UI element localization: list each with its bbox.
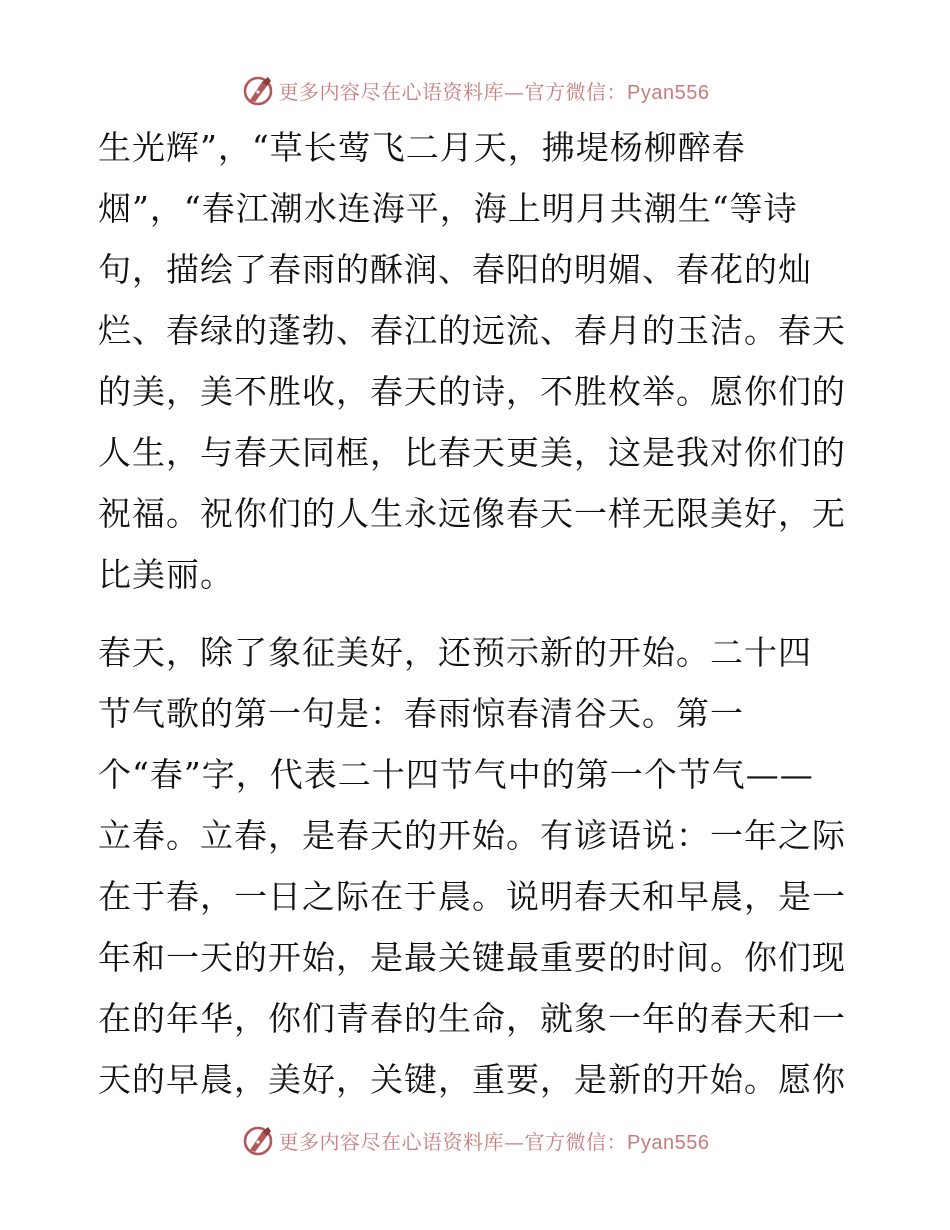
text-line: 天的早晨，美好，关键，重要，是新的开始。愿你 bbox=[98, 1060, 846, 1099]
pen-nib-circle-logo-icon bbox=[241, 73, 275, 107]
footer-banner-text bbox=[279, 1126, 710, 1155]
text-line: 生光辉”，“草长莺飞二月天，拂堤杨柳醉春 bbox=[98, 128, 746, 167]
text-line: 烟”，“春江潮水连海平，海上明月共潮生“等诗 bbox=[98, 189, 798, 228]
text-line: 烂、春绿的蓬勃、春江的远流、春月的玉洁。春天 bbox=[98, 311, 846, 350]
footer-banner bbox=[0, 1120, 950, 1160]
text-line: 祝福。祝你们的人生永远像春天一样无限美好，无 bbox=[98, 494, 846, 533]
footer-wechat-id: Pyan556 bbox=[627, 1131, 710, 1154]
text-line: 春天，除了象征美好，还预示新的开始。二十四 bbox=[98, 633, 812, 672]
text-line: 比美丽。 bbox=[98, 555, 234, 594]
header-banner bbox=[0, 70, 950, 110]
footer-text: 更多内容尽在心语资料库—官方微信： bbox=[278, 1129, 628, 1154]
paragraph-1 bbox=[98, 117, 858, 605]
paragraph-2 bbox=[98, 622, 858, 1110]
header-banner-text bbox=[279, 76, 710, 105]
header-wechat-id: Pyan556 bbox=[627, 81, 710, 104]
text-line: 个“春”字，代表二十四节气中的第一个节气—— bbox=[98, 755, 814, 794]
document-body bbox=[98, 117, 858, 1110]
text-line: 节气歌的第一句是：春雨惊春清谷天。第一 bbox=[98, 694, 744, 733]
header-text: 更多内容尽在心语资料库—官方微信： bbox=[278, 79, 628, 104]
text-line: 立春。立春，是春天的开始。有谚语说：一年之际 bbox=[98, 816, 846, 855]
text-line: 人生，与春天同框，比春天更美，这是我对你们的 bbox=[98, 433, 846, 472]
text-line: 年和一天的开始，是最关键最重要的时间。你们现 bbox=[98, 938, 846, 977]
text-line: 在于春，一日之际在于晨。说明春天和早晨，是一 bbox=[98, 877, 846, 916]
text-line: 的美，美不胜收，春天的诗，不胜枚举。愿你们的 bbox=[98, 372, 846, 411]
paragraph-gap bbox=[98, 605, 858, 622]
text-line: 在的年华，你们青春的生命，就象一年的春天和一 bbox=[98, 999, 846, 1038]
pen-nib-circle-logo-icon bbox=[241, 1123, 275, 1157]
text-line: 句，描绘了春雨的酥润、春阳的明媚、春花的灿 bbox=[98, 250, 812, 289]
